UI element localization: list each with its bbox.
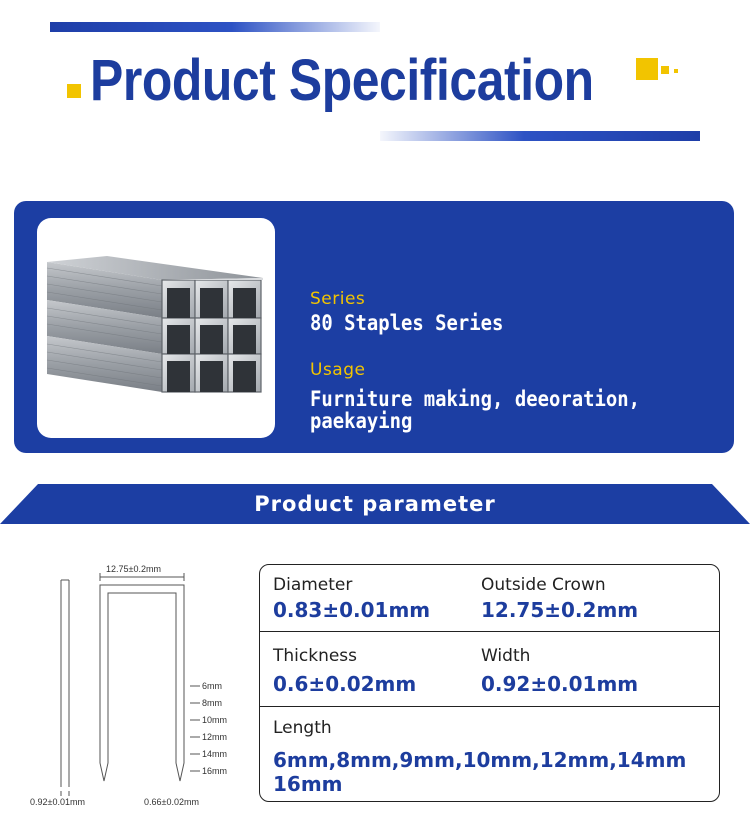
- product-photo-card: [37, 218, 275, 438]
- usage-value-line2: paekaying: [310, 409, 413, 433]
- outside-crown-value: 12.75±0.2mm: [481, 598, 639, 622]
- parameter-banner-title: Product parameter: [254, 492, 496, 516]
- series-label: Series: [310, 289, 366, 309]
- outside-crown-label: Outside Crown: [481, 575, 606, 595]
- title-accent-square-left: [67, 84, 81, 98]
- thickness-value: 0.6±0.02mm: [273, 672, 417, 696]
- title-accent-square-small-2: [674, 69, 678, 73]
- usage-value-line1: Furniture making, deeoration,: [310, 387, 640, 411]
- page-title: Product Specification: [90, 48, 594, 113]
- spec-divider-1: [260, 631, 719, 632]
- length-label-10mm: 10mm: [202, 715, 228, 725]
- width-value: 0.92±0.01mm: [481, 672, 639, 696]
- length-label-8mm: 8mm: [202, 698, 222, 708]
- length-value-line1: 6mm,8mm,9mm,10mm,12mm,14mm: [273, 748, 687, 772]
- series-value: 80 Staples Series: [310, 311, 504, 335]
- diameter-label: Diameter: [273, 575, 353, 595]
- usage-label: Usage: [310, 360, 366, 380]
- width-label: Width: [481, 646, 531, 666]
- title-accent-square-right: [636, 58, 658, 80]
- diameter-value: 0.83±0.01mm: [273, 598, 431, 622]
- header-bottom-bar: [380, 131, 700, 141]
- header-top-bar: [50, 22, 380, 32]
- staple-outline: [100, 585, 184, 781]
- length-value-line2: 16mm: [273, 772, 343, 796]
- wire-dimension-label: 0.92±0.01mm: [30, 797, 85, 807]
- wire-side-view: [61, 580, 69, 796]
- length-label-16mm: 16mm: [202, 766, 228, 776]
- crown-dimension-line: [100, 573, 184, 581]
- staples-stack-photo: [37, 218, 275, 438]
- spec-divider-2: [260, 706, 719, 707]
- length-value: [273, 748, 718, 796]
- staple-dimension-diagram: [20, 555, 250, 815]
- length-ticks: [190, 686, 200, 771]
- crown-dimension-label: 12.75±0.2mm: [106, 564, 161, 574]
- leg-dimension-label: 0.66±0.02mm: [144, 797, 199, 807]
- title-accent-square-small-1: [661, 66, 669, 74]
- length-label: Length: [273, 718, 332, 738]
- thickness-label: Thickness: [273, 646, 358, 666]
- length-label-12mm: 12mm: [202, 732, 228, 742]
- length-label-6mm: 6mm: [202, 681, 222, 691]
- staple-openings: [167, 288, 256, 392]
- length-label-14mm: 14mm: [202, 749, 228, 759]
